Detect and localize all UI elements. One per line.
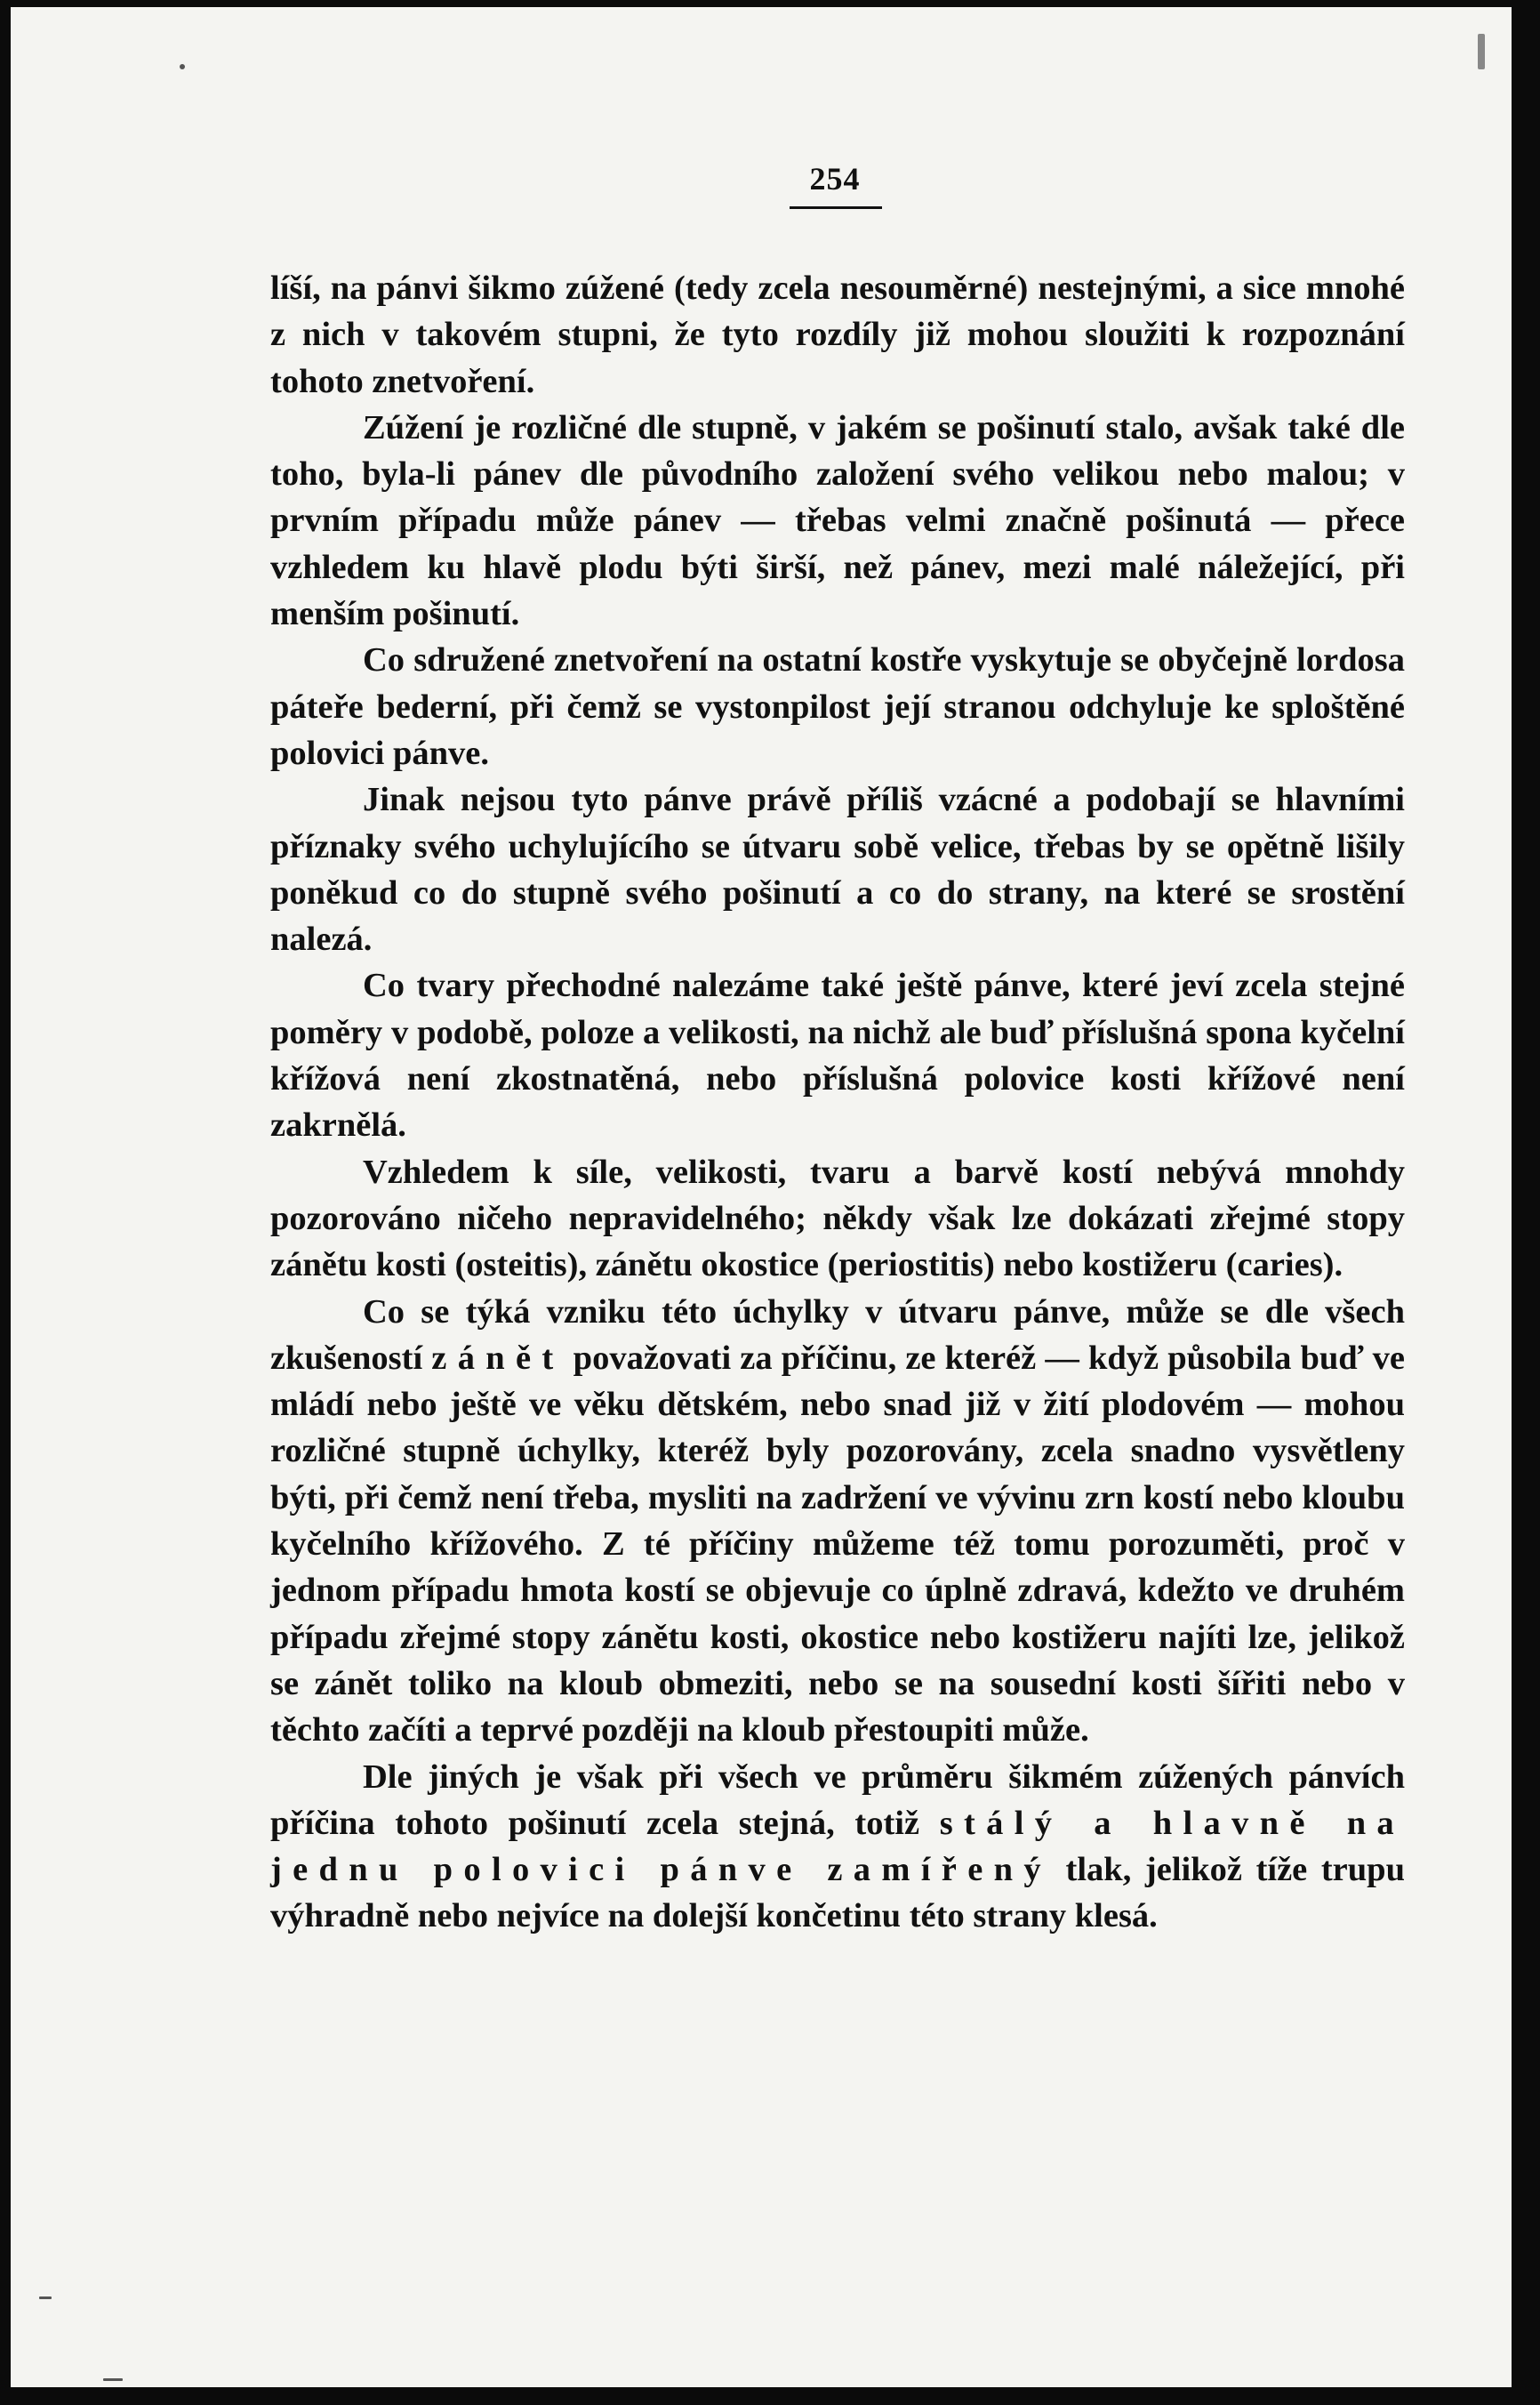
paragraph-2: Zúžení je rozličné dle stupně, v jakém se pošinutí stalo, avšak také dle toho, byla-li pánev dle původního založení svého velikou nebo malou; v prvním případu může pánev — třebas velmi značně pošinutá — přece vzhledem ku hlavě plodu býti širší, než pánev, mezi malé náležející, při menším pošinutí. [270,408,1405,633]
paragraph-7 [270,1289,1405,1754]
scan-speck [39,2296,52,2299]
body-text [270,265,1405,1940]
paragraph-4: Jinak nejsou tyto pánve právě příliš vzácné a podobají se hlavními příznaky svého uchylujícího se útvaru sobě velice, třebas by se opětně lišily poněkud co do stupně svého pošinutí a co do strany, na které se srostění nalezá. [270,781,1405,959]
paragraph-8-text-after: tlak, jelikož tíže trupu výhradně nebo nejvíce na dolejší končetinu této strany klesá. [270,1851,1406,1935]
paragraph-6: Vzhledem k síle, velikosti, tvaru a barvě kostí nebývá mnohdy pozorováno ničeho nepravidelného; někdy však lze dokázati zřejmé stopy zánětu kosti (osteitis), zánětu okostice (periostitis) nebo kostižeru (caries). [270,1153,1405,1284]
paragraph-8 [270,1754,1405,1940]
page-number: 254 [809,161,861,197]
paragraph-3: Co sdružené znetvoření na ostatní kostře vyskytuje se obyčejně lordosa páteře bederní, při čemž se vystonpilost její stranou odchyluje ke sploštěné polovici pánve. [270,641,1405,772]
scan-speck [1478,34,1485,69]
scan-speck [180,64,185,69]
paragraph-8-spaced-term: stálý a hlavně na jednu polovici pánve zamířený [270,1804,1406,1889]
paragraph-5: Co tvary přechodné nalezáme také ještě pánve, které jeví zcela stejné poměry v podobě, poloze a velikosti, na nichž ale buď příslušná spona kyčelní křížová není zkostnatěná, nebo příslušná polovice kosti křížové není zakrnělá. [270,967,1405,1145]
paragraph-1: líší, na pánvi šikmo zúžené (tedy zcela nesouměrné) nestejnými, a sice mnohé z nich v takovém stupni, že tyto rozdíly již mohou sloužiti k rozpoznání tohoto znetvoření. [270,269,1405,400]
paragraph-7-text-before: Co se týká vzniku této úchylky v útvaru pánve, může se dle všech zkušeností [270,1292,1405,1377]
paragraph-8-text-before: Dle jiných je však při všech ve průměru šikmém zúžených pánvích příčina tohoto pošinutí zcela stejná, totiž [270,1758,1405,1842]
book-page [11,7,1512,2387]
paragraph-7-spaced-term: zánět [431,1339,565,1377]
paragraph-7-text-after: považovati za příčinu, ze kteréž — když působila buď ve mládí nebo ještě ve věku dětském, nebo snad již v žití plodovém — mohou rozličné stupně úchylky, kteréž byly pozorovány, zcela snadno vysvětleny býti, při čemž není třeba, mysliti na zadržení ve vývinu zrn kostí nebo kloubu kyčelního křížového. Z té příčiny můžeme též tomu porozuměti, proč v jednom případu hmota kostí se objevuje co úplně zdravá, kdežto ve druhém případu zřejmé stopy zánětu kosti, okostice nebo kostižeru najíti lze, jelikož se zánět toliko na kloub obmeziti, nebo se na sousední kosti šířiti nebo v těchto začíti a teprvé později na kloub přestoupiti může. [270,1339,1406,1749]
page-number-underline [790,206,882,209]
scan-speck [103,2378,123,2381]
